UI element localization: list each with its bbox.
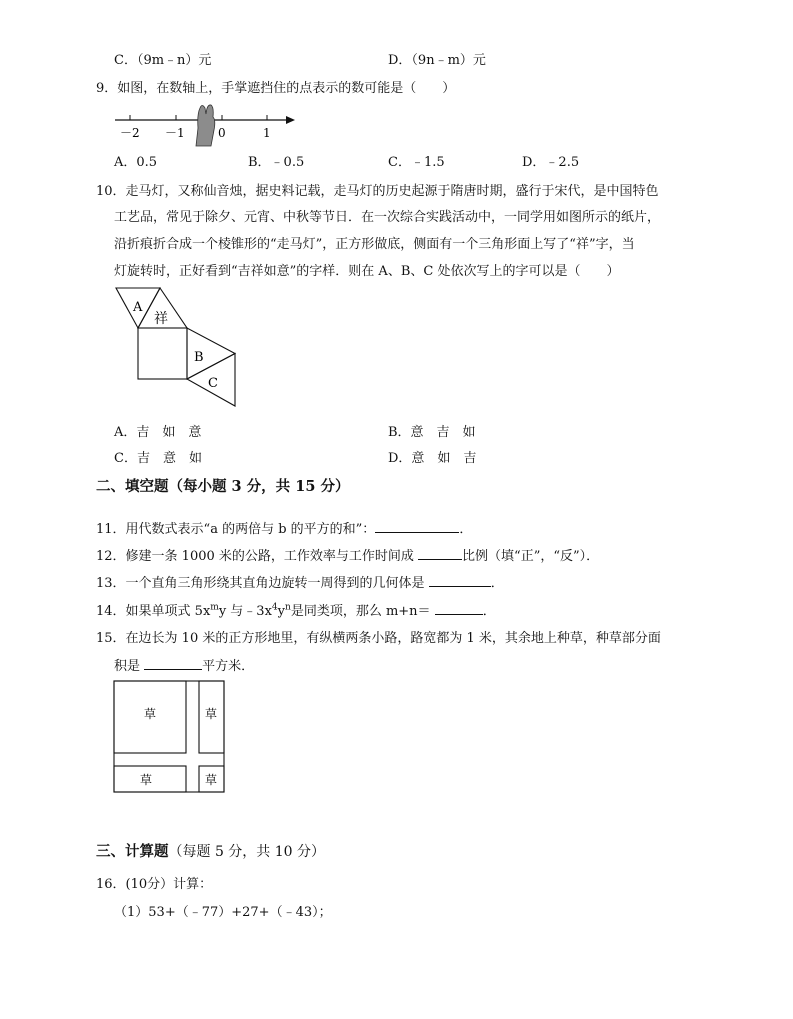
q14-answer-blank[interactable] xyxy=(435,602,483,615)
palm-hand-icon xyxy=(196,105,215,146)
q10-option-b: B．意 吉 如 xyxy=(388,425,476,440)
q13-text: 13．一个直角三角形绕其直角边旋转一周得到的几何体是 xyxy=(96,576,425,591)
q14 xyxy=(96,600,496,619)
section-3-title xyxy=(96,840,325,861)
q12 xyxy=(96,545,599,564)
q16-stem: 16．(10分）计算： xyxy=(96,877,213,892)
grass-label-1: 草 xyxy=(144,707,157,721)
tick-label-minus1: －1 xyxy=(165,126,185,140)
q14-text-3: y xyxy=(277,604,286,619)
q13 xyxy=(96,572,504,591)
q14-text-1: 14．如果单项式 5x xyxy=(96,604,211,619)
q13-answer-blank[interactable] xyxy=(429,574,491,587)
number-line-arrow xyxy=(286,116,295,124)
label-xiang: 祥 xyxy=(154,311,168,327)
grass-label-4: 草 xyxy=(205,773,218,787)
q14-end: ． xyxy=(482,604,496,619)
q10-line-1: 10．走马灯，又称仙音烛，据史料记载，走马灯的历史起源于隋唐时期，盛行于宋代，是中国特色 xyxy=(96,184,659,199)
q13-end: ． xyxy=(490,576,504,591)
q14-exponent-n: n xyxy=(285,602,291,613)
q8-option-d: D．（9n﹣m）元 xyxy=(388,53,486,68)
q12-answer-blank[interactable] xyxy=(418,547,462,560)
grass-label-3: 草 xyxy=(140,773,153,787)
section-2-title: 二、填空题（每小题 3 分，共 15 分） xyxy=(96,478,350,495)
q14-text-2: y 与﹣3x xyxy=(218,604,272,619)
section-3-heading: 三、计算题 xyxy=(96,843,169,860)
q10-line-3: 沿折痕折合成一个棱锥形的“走马灯”，正方形做底，侧面有一个三角形面上写了“祥”字，当 xyxy=(114,237,635,252)
section-3-note: （每题 5 分，共 10 分） xyxy=(168,844,326,860)
q9-option-a: A．0.5 xyxy=(114,155,158,170)
q9-stem: 9．如图，在数轴上，手掌遮挡住的点表示的数可能是（ ） xyxy=(96,81,456,96)
q15-answer-blank[interactable] xyxy=(144,657,202,670)
q11-end: ． xyxy=(459,522,473,537)
tick-label-0: 0 xyxy=(218,126,226,140)
q15-line-1: 15．在边长为 10 米的正方形地里，有纵横两条小路，路宽都为 1 米，其余地上种草，种草部分面 xyxy=(96,631,661,646)
label-c: C xyxy=(208,376,218,391)
label-a: A xyxy=(133,300,143,315)
q15-text: 积是 xyxy=(114,659,141,674)
q14-exponent-4: 4 xyxy=(271,602,278,613)
q9-option-d: D．﹣2.5 xyxy=(522,155,580,170)
q10-option-d: D．意 如 吉 xyxy=(388,451,477,466)
q14-text-4: 是同类项，那么 m+n＝ xyxy=(290,604,431,619)
q15-line-2 xyxy=(114,655,254,674)
base-square xyxy=(138,328,187,379)
q11-text: 11．用代数式表示“a 的两倍与 b 的平方的和”： xyxy=(96,522,376,537)
q10-line-4: 灯旋转时，正好看到“吉祥如意”的字样．则在 A、B、C 处依次写上的字可以是（ ） xyxy=(114,264,620,279)
number-line-figure xyxy=(110,100,300,148)
q12-text: 12．修建一条 1000 米的公路，工作效率与工作时间成 xyxy=(96,549,414,564)
q10-option-a: A．吉 如 意 xyxy=(114,425,202,440)
q9-option-b: B．﹣0.5 xyxy=(248,155,305,170)
q10-line-2: 工艺品，常见于除夕、元宵、中秋等节日．在一次综合实践活动中，一同学用如图所示的纸片， xyxy=(114,210,661,225)
lantern-net-figure xyxy=(112,284,242,412)
q10-option-c: C．吉 意 如 xyxy=(114,451,202,466)
label-b: B xyxy=(194,350,204,365)
q11 xyxy=(96,518,472,537)
grass-label-2: 草 xyxy=(205,707,218,721)
q11-answer-blank[interactable] xyxy=(375,520,459,533)
grass-field-figure xyxy=(113,680,227,794)
q15-end: 平方米． xyxy=(202,659,255,674)
q9-option-c: C．﹣1.5 xyxy=(388,155,445,170)
q14-exponent-m: m xyxy=(210,602,219,613)
tick-label-1: 1 xyxy=(263,126,271,140)
q12-end: 比例（填“正”，“反”）． xyxy=(462,549,600,564)
tick-label-minus2: －2 xyxy=(120,126,140,140)
q8-option-c: C．（9m﹣n）元 xyxy=(114,53,212,68)
q16-part-1: （1）53+（﹣77）+27+（﹣43）； xyxy=(114,905,332,920)
